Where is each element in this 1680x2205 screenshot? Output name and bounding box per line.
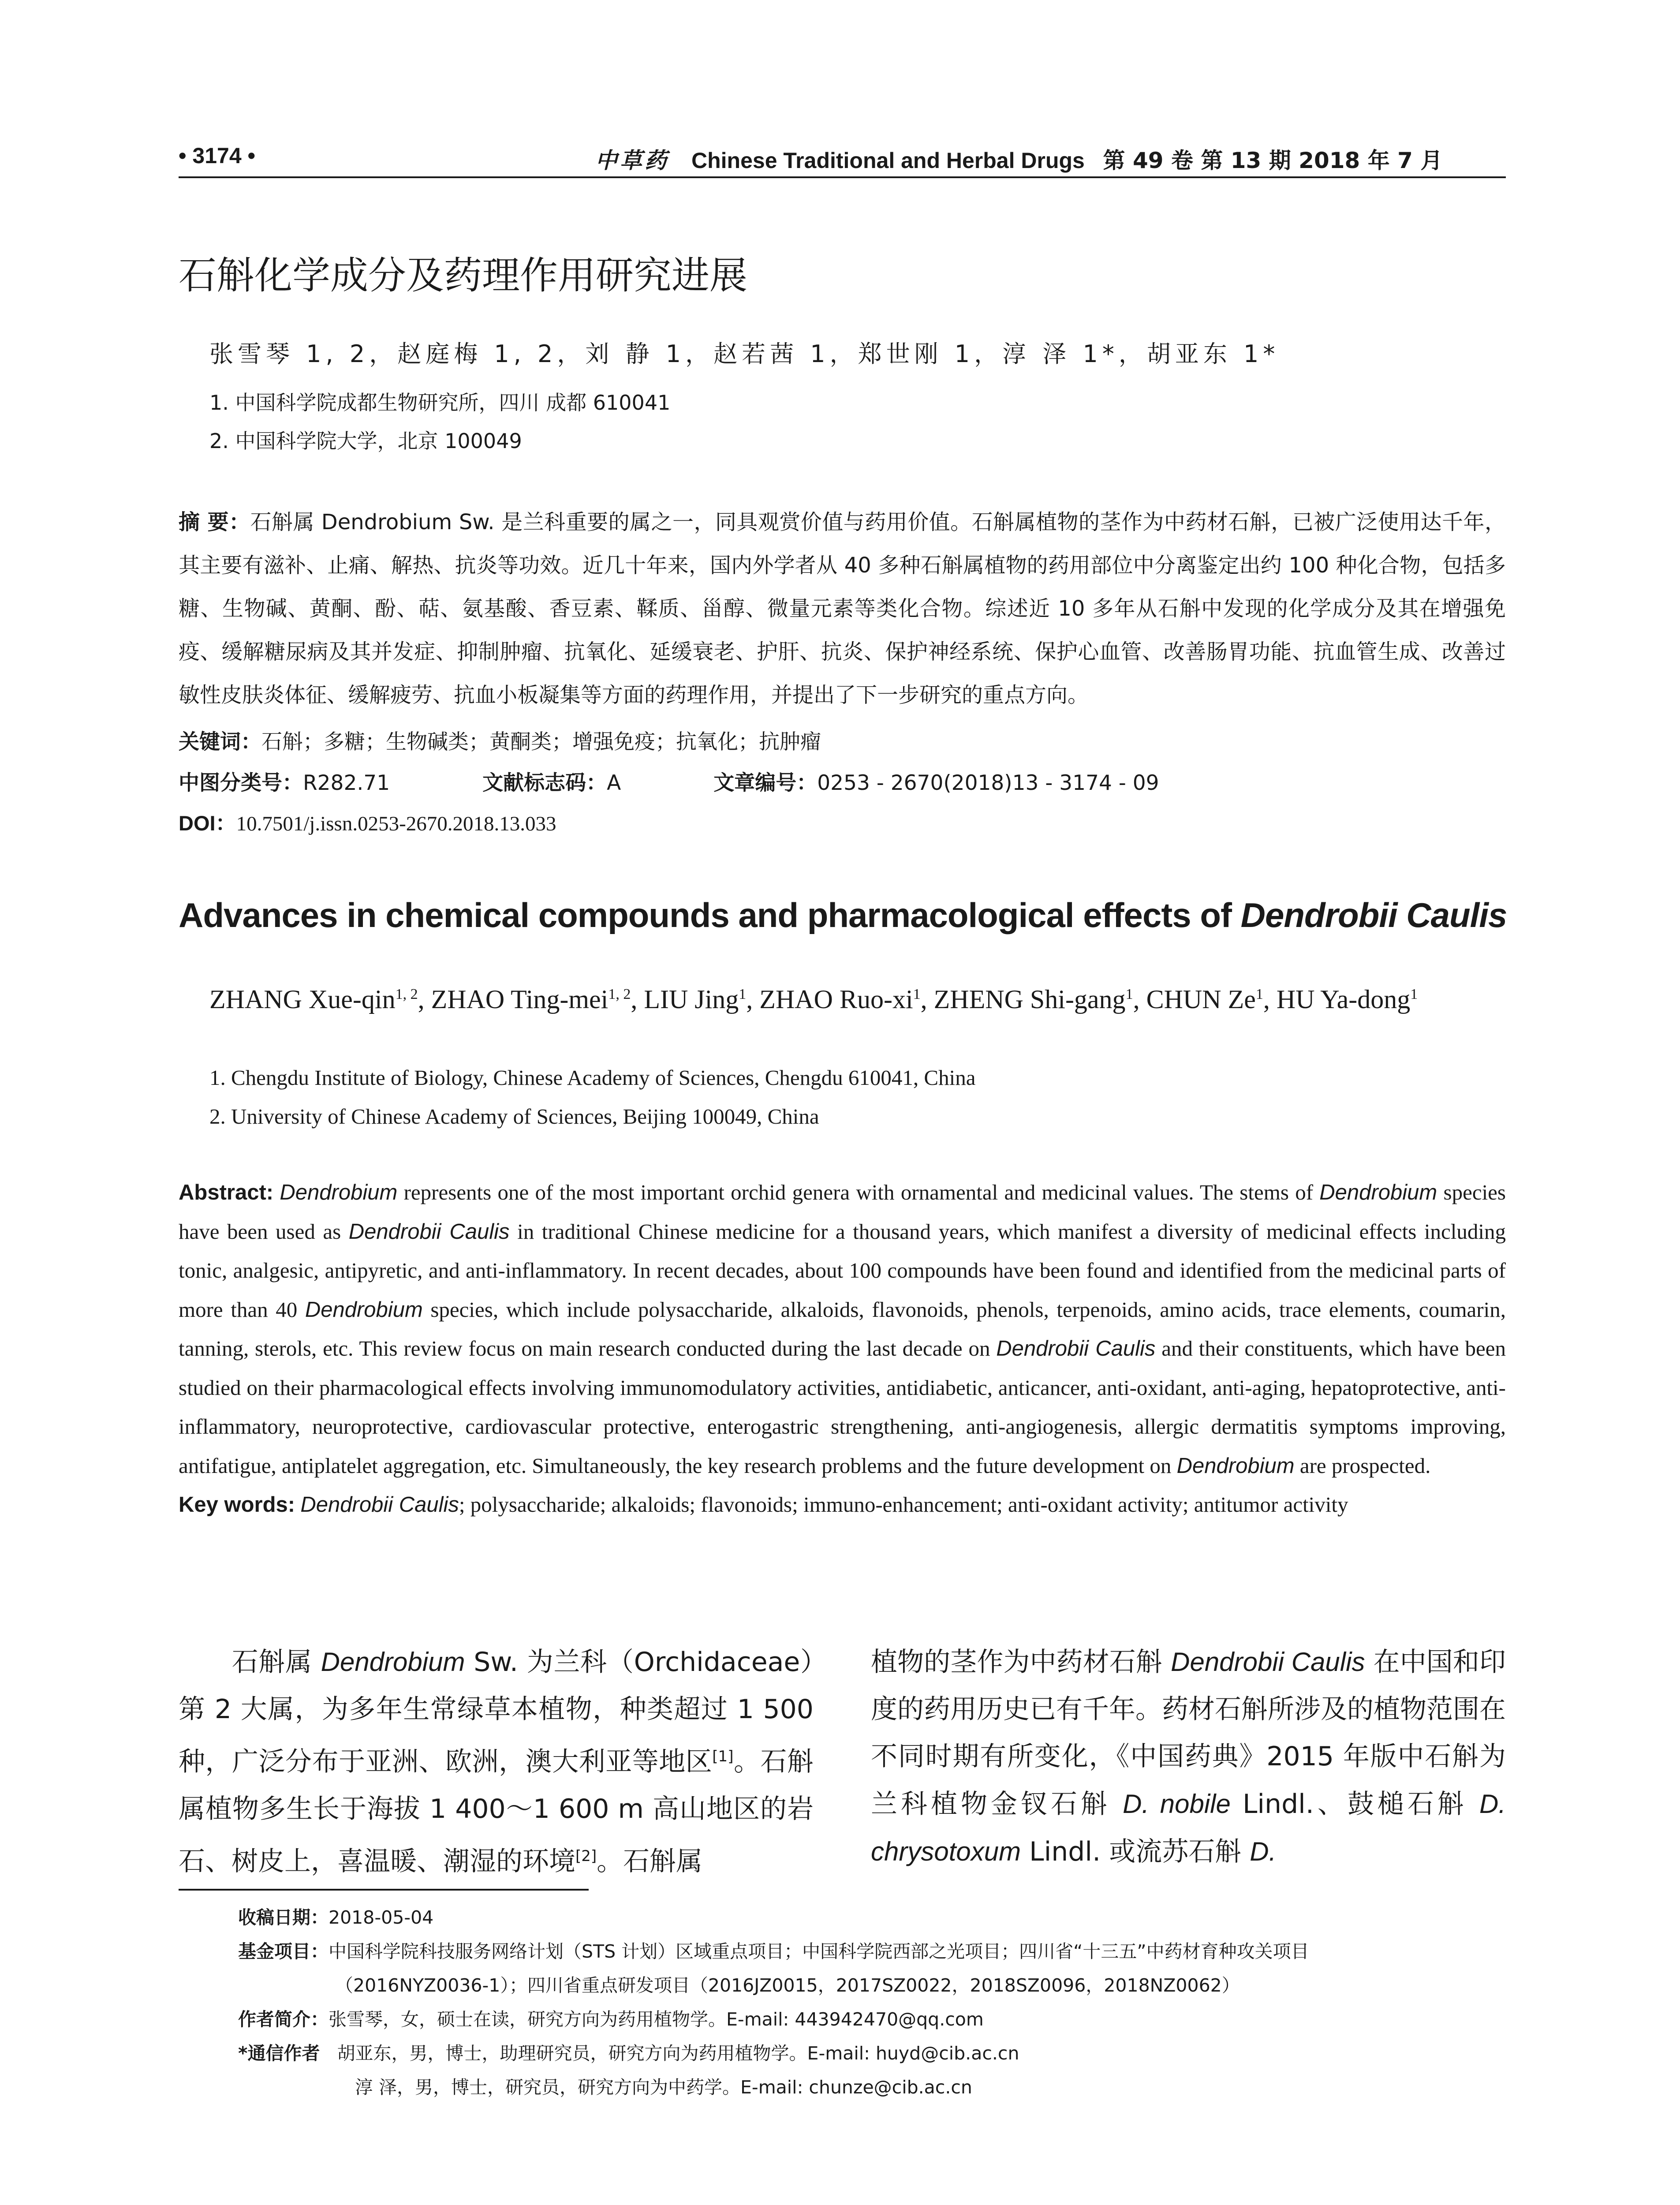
corr-label: *通信作者 — [238, 2043, 320, 2064]
abstract-en-text: Dendrobium represents one of the most important orchid genera with ornamental and medicinal values. The stems of Dendrobium species have been used as Dendrobii Caulis in traditional Chinese medicine for a thousand years, which manifest a diversity of medicinal effects including tonic, analgesic, antipyretic, and anti-inflammatory. In recent decades, about 100 compounds have been found and identified from the medicinal parts of more than 40 Dendrobium species, which include polysaccharide, alkaloids, flavonoids, phenols, terpenoids, amino acids, trace elements, coumarin, tanning, sterols, etc. This review focus on main research conducted during the last decade on Dendrobii Caulis and their constituents, which have been studied on their pharmacological effects involving immunomodulatory activities, antidiabetic, anticancer, anti-oxidant, anti-aging, hepatoprotective, anti-inflammatory, neuroprotective, cardiovascular protective, enterogastric strengthening, anti-angiogenesis, allergic dermatitis symptoms improving, antifatigue, antiplatelet aggregation, etc. Simultaneously, the key research problems and the future development on Dendrobium are prospected. — [179, 1180, 1506, 1478]
author-affil-sup: 1 — [1410, 986, 1418, 1002]
affiliation-en-2: 2. University of Chinese Academy of Sciences, Beijing 100049, China — [209, 1104, 819, 1129]
author-affil-sup: 1 — [1125, 986, 1133, 1002]
header-rule — [179, 176, 1506, 178]
journal-name — [595, 143, 1442, 175]
latin-term: D. nobile — [1123, 1789, 1231, 1819]
affiliation-en-1: 1. Chengdu Institute of Biology, Chinese Academy of Sciences, Chengdu 610041, China — [209, 1065, 976, 1090]
latin-term: Dendrobium — [280, 1181, 398, 1204]
author-list-cn: 张雪琴 1, 2，赵庭梅 1, 2，刘 静 1，赵若茜 1，郑世刚 1，淳 泽 1*，胡亚东 1* — [209, 340, 1280, 368]
title-en-italic: Dendrobii Caulis — [1240, 896, 1507, 934]
journal-en: Chinese Traditional and Herbal Drugs — [691, 148, 1085, 173]
keywords-cn-text: 石斛；多糖；生物碱类；黄酮类；增强免疫；抗氧化；抗肿瘤 — [261, 730, 821, 754]
corr-author-1: 胡亚东，男，博士，助理研究员，研究方向为药用植物学。E-mail: huyd@cib.ac.cn — [337, 2043, 1019, 2064]
doc-code-value: A — [607, 771, 621, 795]
author-en: CHUN Ze$^1$ — [1146, 985, 1263, 1014]
body-paragraph-right: 植物的茎作为中药材石斛 Dendrobii Caulis 在中国和印度的药用历史已有千年。药材石斛所涉及的植物范围在不同时期有所变化，《中国药典》2015 年版中石斛为兰科植物金钗石斛 D. nobile Lindl.、鼓槌石斛 D. chrysotoxum Lindl. 或流苏石斛 D. — [871, 1647, 1506, 1867]
keywords-cn-label: 关键词： — [179, 730, 261, 754]
footnote-correspondence — [238, 2037, 1508, 2070]
abstract-en — [179, 1173, 1506, 1525]
latin-term: D. — [1250, 1837, 1277, 1866]
footnotes — [238, 1901, 1508, 2104]
author-en: HU Ya-dong$^1$ — [1276, 985, 1418, 1014]
running-header — [179, 140, 1506, 176]
clc-label: 中图分类号： — [179, 771, 303, 795]
citation-ref: [1] — [712, 1748, 734, 1765]
paper-title-en — [179, 895, 1507, 935]
keywords-cn — [179, 725, 821, 755]
author-bio: 张雪琴，女，硕士在读，研究方向为药用植物学。E-mail: 443942470@qq.com — [329, 2009, 984, 2030]
doi-value: 10.7501/j.issn.0253-2670.2018.13.033 — [236, 812, 556, 835]
latin-term: D. chrysotoxum — [871, 1789, 1506, 1866]
abstract-cn-text: 石斛属 Dendrobium Sw. 是兰科重要的属之一，同具观赏价值与药用价值。石斛属植物的茎作为中药材石斛，已被广泛使用达千年，其主要有滋补、止痛、解热、抗炎等功效。近几十年来，国内外学者从 40 多种石斛属植物的药用部位中分离鉴定出约 100 种化合物，包括多糖、生物碱、黄酮、酚、萜、氨基酸、香豆素、鞣质、甾醇、微量元素等类化合物。综述近 10 多年从石斛中发现的化学成分及其在增强免疫、缓解糖尿病及其并发症、抑制肿瘤、抗氧化、延缓衰老、护肝、抗炎、保护神经系统、保护心血管、改善肠胃功能、抗血管生成、改善过敏性皮肤炎体征、缓解疲劳、抗血小板凝集等方面的药理作用，并提出了下一步研究的重点方向。 — [179, 510, 1506, 707]
received-date: 2018-05-04 — [329, 1907, 434, 1928]
affiliation-cn-1: 1. 中国科学院成都生物研究所，四川 成都 610041 — [209, 391, 671, 415]
author-affil-sup: 1, 2 — [608, 986, 631, 1002]
received-label: 收稿日期： — [238, 1907, 329, 1928]
article-no-value: 0253 - 2670(2018)13 - 3174 - 09 — [817, 771, 1159, 795]
footnote-fund — [238, 1935, 1508, 1969]
footnote-correspondence-cont — [238, 2070, 1508, 2104]
corr-author-2: 淳 泽，男，博士，研究员，研究方向为中药学。E-mail: chunze@cib.ac.cn — [355, 2077, 972, 2098]
author-en: LIU Jing$^1$ — [644, 985, 747, 1014]
fund-text-1: 中国科学院科技服务网络计划（STS 计划）区域重点项目；中国科学院西部之光项目；四川省“十三五”中药材育种攻关项目 — [329, 1941, 1309, 1962]
latin-term: Dendrobii Caulis — [1171, 1647, 1365, 1677]
fund-label: 基金项目： — [238, 1941, 329, 1962]
abstract-cn-label: 摘 要： — [179, 510, 250, 534]
keywords-en — [179, 1485, 1506, 1525]
author-en: ZHAO Ruo-$xi^1$ — [759, 985, 921, 1014]
author-affil-sup: 1 — [1255, 986, 1263, 1002]
abstract-cn — [179, 501, 1506, 717]
footnote-received — [238, 1901, 1508, 1935]
latin-term: Dendrobium — [1319, 1181, 1437, 1204]
page-number: • 3174 • — [179, 143, 256, 168]
author-en: ZHENG Shi-gang$^1$ — [933, 985, 1133, 1014]
footnote-fund-cont — [238, 1969, 1508, 2003]
keywords-en-label: Key words: — [179, 1493, 295, 1517]
classification-line — [179, 766, 1159, 796]
affiliations-en — [209, 1058, 975, 1136]
affiliations-cn — [209, 384, 670, 460]
author-bio-label: 作者简介： — [238, 2009, 329, 2030]
article-no-label: 文章编号： — [713, 771, 818, 795]
author-list-en: ZHANG Xue-qin$^{1, 2}$, ZHAO Ting-mei$^{1, 2}$, LIU Jing$^1$, ZHAO Ruo-$xi^1$, ZHENG Shi-gang$^1$, CHUN Ze$^1$, HU Ya-dong$^1$ — [209, 985, 1418, 1014]
latin-term: Dendrobii Caulis — [996, 1337, 1156, 1360]
citation-ref: [2] — [575, 1847, 597, 1865]
doc-code-label: 文献标志码： — [482, 771, 607, 795]
abstract-en-label: Abstract: — [179, 1181, 274, 1204]
footnote-rule — [179, 1889, 589, 1891]
latin-term: Dendrobium — [305, 1297, 423, 1322]
affiliation-cn-2: 2. 中国科学院大学，北京 100049 — [209, 429, 522, 453]
author-affil-sup: 1, 2 — [395, 986, 418, 1002]
journal-cn-logo: 中草药 — [595, 148, 669, 173]
doi-line — [179, 807, 556, 837]
author-affil-sup: 1 — [739, 986, 747, 1002]
clc-value: R282.71 — [303, 771, 390, 795]
body-column-left — [179, 1638, 814, 1885]
paper-title-cn: 石斛化学成分及药理作用研究进展 — [179, 254, 747, 298]
journal-issue: 第 49 卷 第 13 期 2018 年 7 月 — [1103, 148, 1443, 173]
author-en: ZHAO Ting-mei$^{1, 2}$ — [431, 985, 631, 1014]
body-paragraph-left: 石斛属 Dendrobium Sw. 为兰科（Orchidaceae）第 2 大属，为多年生常绿草本植物，种类超过 1 500 种，广泛分布于亚洲、欧洲，澳大利亚等地区[1]。石斛属植物多生长于海拔 1 400～1 600 m 高山地区的岩石、树皮上，喜温暖、潮湿的环境[2]。石斛属 — [179, 1647, 814, 1877]
author-en: ZHANG Xue-qin$^{1, 2}$ — [209, 985, 418, 1014]
latin-term: Dendrobium — [321, 1647, 465, 1677]
latin-term: Dendrobium — [1176, 1454, 1295, 1478]
doi-label: DOI： — [179, 811, 236, 835]
keywords-en-italic: Dendrobii Caulis — [300, 1493, 459, 1517]
keywords-en-text: ; polysaccharide; alkaloids; flavonoids; immuno-enhancement; anti-oxidant activity; antitumor activity — [459, 1492, 1348, 1517]
title-en-main: Advances in chemical compounds and pharmacological effects of — [179, 896, 1241, 934]
fund-text-2: （2016NYZ0036-1）；四川省重点研发项目（2016JZ0015，2017SZ0022，2018SZ0096，2018NZ0062） — [335, 1975, 1240, 1996]
body-column-right — [871, 1638, 1506, 1876]
footnote-author — [238, 2003, 1508, 2037]
author-affil-sup: 1 — [913, 986, 921, 1002]
latin-term: Dendrobii Caulis — [348, 1219, 510, 1244]
